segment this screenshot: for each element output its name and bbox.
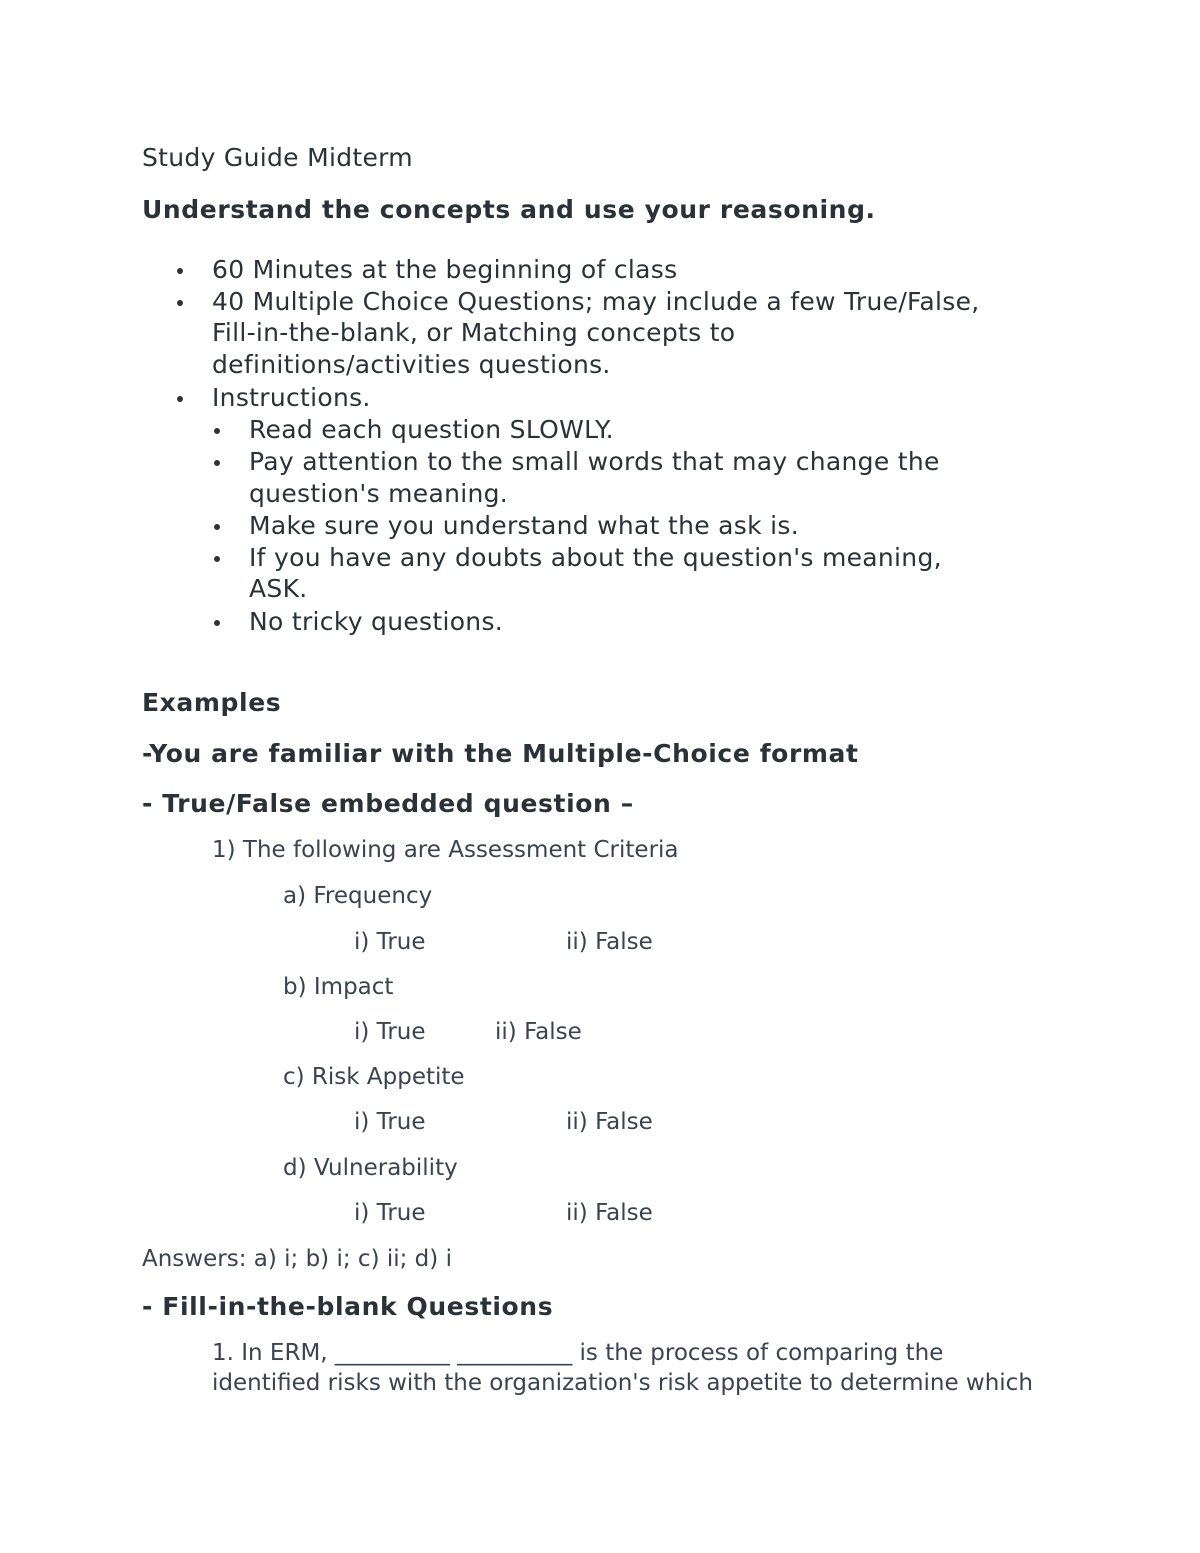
- sub-bullet-item: Pay attention to the small words that may change the: [249, 447, 940, 476]
- option-true: i) True: [354, 1200, 426, 1226]
- sub-bullet-item: Read each question SLOWLY.: [249, 415, 614, 444]
- option-label: a) Frequency: [283, 883, 433, 909]
- option-false: ii) False: [566, 1109, 653, 1135]
- sub-bullet-item: If you have any doubts about the question's meaning,: [249, 543, 942, 572]
- option-false: ii) False: [566, 929, 653, 955]
- bullet-dot: [177, 300, 183, 306]
- doc-title: Study Guide Midterm: [142, 143, 413, 172]
- option-label: d) Vulnerability: [283, 1155, 458, 1181]
- tf-heading: - True/False embedded question –: [142, 789, 634, 818]
- bullet-item-continuation: Fill-in-the-blank, or Matching concepts to: [212, 318, 736, 347]
- sub-bullet-item: Make sure you understand what the ask is.: [249, 511, 799, 540]
- bullet-item: 60 Minutes at the beginning of class: [212, 255, 678, 284]
- bullet-dot: [214, 524, 220, 530]
- mc-heading: -You are familiar with the Multiple-Choice format: [142, 739, 859, 768]
- option-label: b) Impact: [283, 974, 394, 1000]
- sub-bullet-continuation: ASK.: [249, 574, 308, 603]
- option-label: c) Risk Appetite: [283, 1064, 465, 1090]
- sub-bullet-continuation: question's meaning.: [249, 479, 509, 508]
- option-true: i) True: [354, 1019, 426, 1045]
- bullet-dot: [214, 460, 220, 466]
- bullet-item: 40 Multiple Choice Questions; may include a few True/False,: [212, 287, 980, 316]
- option-false: ii) False: [495, 1019, 582, 1045]
- examples-heading: Examples: [142, 688, 282, 717]
- bullet-dot: [177, 396, 183, 402]
- bullet-dot: [214, 428, 220, 434]
- sub-bullet-item: No tricky questions.: [249, 607, 504, 636]
- tf-question: 1) The following are Assessment Criteria: [212, 837, 679, 863]
- option-true: i) True: [354, 929, 426, 955]
- doc-subtitle: Understand the concepts and use your reasoning.: [142, 195, 876, 224]
- fib-heading: - Fill-in-the-blank Questions: [142, 1292, 554, 1321]
- bullet-item-continuation: definitions/activities questions.: [212, 350, 611, 379]
- fib-question-line: identified risks with the organization's risk appetite to determine which: [212, 1370, 1033, 1396]
- bullet-dot: [177, 268, 183, 274]
- answers-line: Answers: a) i; b) i; c) ii; d) i: [142, 1246, 452, 1272]
- option-true: i) True: [354, 1109, 426, 1135]
- option-false: ii) False: [566, 1200, 653, 1226]
- bullet-dot: [214, 620, 220, 626]
- bullet-dot: [214, 556, 220, 562]
- bullet-item: Instructions.: [212, 383, 371, 412]
- fib-question-line: 1. In ERM, __________ __________ is the process of comparing the: [212, 1340, 944, 1366]
